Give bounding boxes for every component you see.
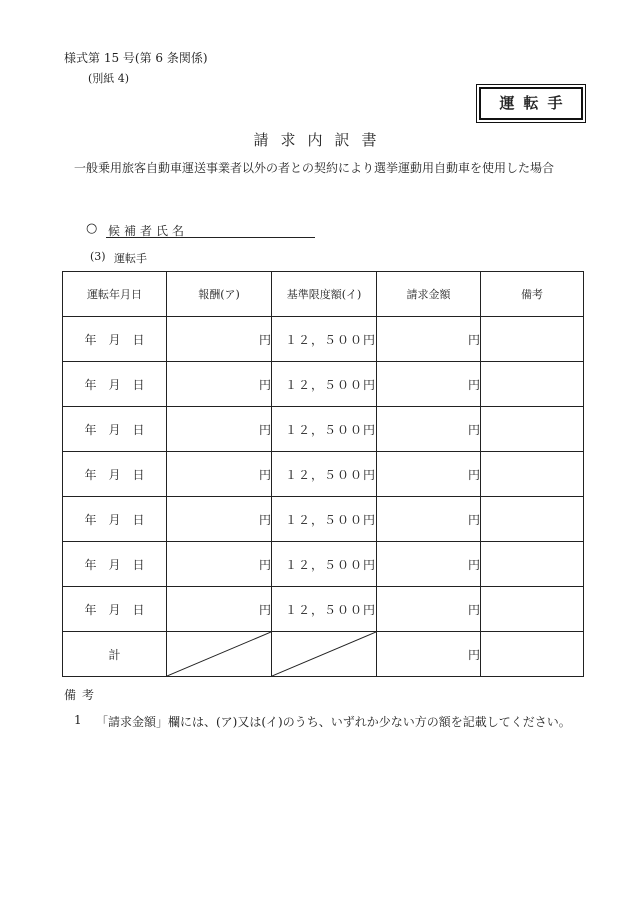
limit-cell: １２，５００円 [272,452,377,497]
reward-cell[interactable]: 円 [167,587,272,632]
reward-cell[interactable]: 円 [167,452,272,497]
table-row [63,317,584,362]
date-cell[interactable]: 年 月 日 [63,407,167,452]
note-cell[interactable] [481,407,584,452]
candidate-name-field[interactable] [106,237,315,238]
reward-cell[interactable]: 円 [167,317,272,362]
attachment-label: (別紙 4) [88,72,130,85]
notes-heading: 備考 [64,688,101,702]
section-name: 運転手 [114,252,147,265]
reward-cell[interactable]: 円 [167,497,272,542]
table-header-row [63,272,584,317]
header-limit: 基準限度額(イ) [272,272,377,317]
form-number: 様式第 15 号(第 6 条関係) [64,51,208,65]
limit-cell: １２，５００円 [272,542,377,587]
document-subtitle: 一般乗用旅客自動車運送事業者以外の者との契約により選挙運動用自動車を使用した場合 [74,161,555,175]
total-reward-slash [167,632,272,677]
total-note-cell[interactable] [481,632,584,677]
date-cell[interactable]: 年 月 日 [63,317,167,362]
header-date: 運転年月日 [63,272,167,317]
claim-cell[interactable]: 円 [377,497,481,542]
date-cell[interactable]: 年 月 日 [63,362,167,407]
note-text: 「請求金額」欄には、(ア)又は(イ)のうち、いずれか少ない方の額を記載してください。 [96,715,571,729]
date-cell[interactable]: 年 月 日 [63,497,167,542]
note-cell[interactable] [481,452,584,497]
claim-cell[interactable]: 円 [377,317,481,362]
limit-cell: １２，５００円 [272,497,377,542]
total-label: 計 [63,632,167,677]
limit-cell: １２，５００円 [272,362,377,407]
section-number: (3) [90,250,106,263]
limit-cell: １２，５００円 [272,587,377,632]
note-cell[interactable] [481,497,584,542]
diagonal-slash-line [272,632,376,676]
claim-cell[interactable]: 円 [377,542,481,587]
breakdown-table [62,271,584,677]
table-row [63,452,584,497]
reward-cell[interactable]: 円 [167,362,272,407]
limit-cell: １２，５００円 [272,407,377,452]
table-row [63,362,584,407]
header-note: 備考 [481,272,584,317]
reward-cell[interactable]: 円 [167,542,272,587]
claim-cell[interactable]: 円 [377,407,481,452]
total-claim-cell[interactable]: 円 [377,632,481,677]
table-row [63,407,584,452]
reward-cell[interactable]: 円 [167,407,272,452]
claim-cell[interactable]: 円 [377,452,481,497]
note-cell[interactable] [481,362,584,407]
document-title: 請求内訳書 [253,131,389,149]
date-cell[interactable]: 年 月 日 [63,542,167,587]
header-reward: 報酬(ア) [167,272,272,317]
note-cell[interactable] [481,542,584,587]
claim-cell[interactable]: 円 [377,362,481,407]
table-row [63,587,584,632]
role-badge: 運転手 [479,87,583,120]
date-cell[interactable]: 年 月 日 [63,587,167,632]
note-cell[interactable] [481,317,584,362]
table-row [63,542,584,587]
header-claim: 請求金額 [377,272,481,317]
date-cell[interactable]: 年 月 日 [63,452,167,497]
candidate-name-label: 候補者氏名 [108,224,189,238]
total-row [63,632,584,677]
limit-cell: １２，５００円 [272,317,377,362]
candidate-bullet: ○ [86,221,98,236]
diagonal-slash-line [167,632,271,676]
note-cell[interactable] [481,587,584,632]
claim-cell[interactable]: 円 [377,587,481,632]
total-limit-slash [272,632,377,677]
table-row [63,497,584,542]
note-number: 1 [74,713,82,727]
